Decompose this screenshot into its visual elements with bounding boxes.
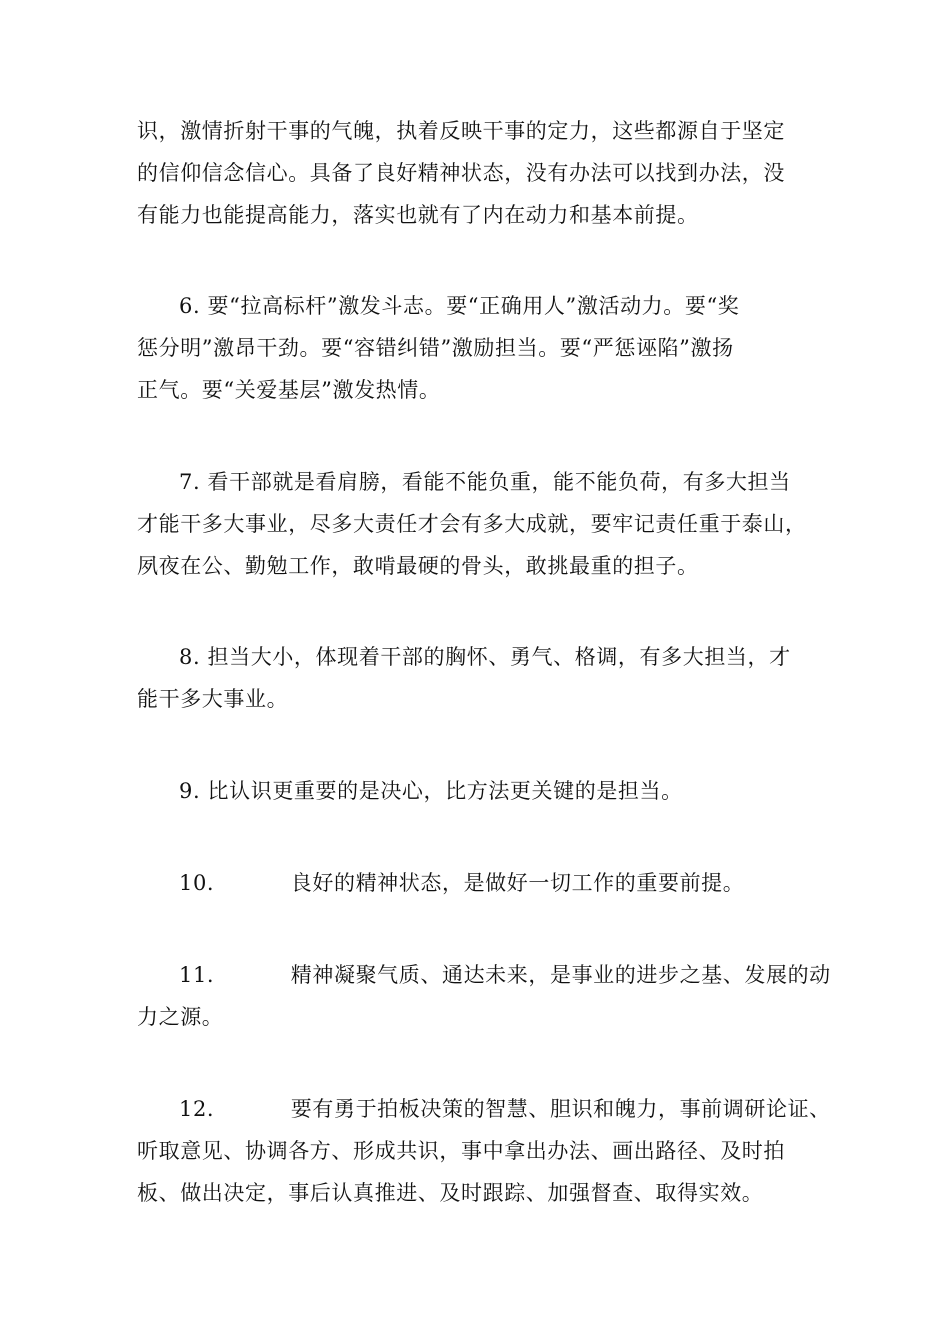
item-text: 看干部就是看肩膀，看能不能负重，能不能负荷，有多大担当 (207, 470, 791, 494)
item-number: 7. (179, 470, 201, 494)
paragraph-line (179, 636, 869, 678)
paragraph-line: 有能力也能提高能力，落实也就有了内在动力和基本前提。 (137, 203, 699, 227)
item-text: 精神凝聚气质、通达未来，是事业的进步之基、发展的动 (290, 963, 831, 987)
paragraph-line: 识，激情折射干事的气魄，执着反映干事的定力，这些都源自于坚定 (137, 119, 785, 143)
paragraph-line: 才能干多大事业，尽多大责任才会有多大成就，要牢记责任重于泰山， (137, 512, 807, 536)
paragraph-line (179, 954, 869, 996)
item-number: 10. (179, 871, 215, 895)
paragraph-line (179, 862, 869, 904)
paragraph-line (179, 1088, 869, 1130)
item-number: 6. (179, 294, 201, 318)
paragraph-line: 力之源。 (137, 1005, 224, 1029)
item-text: 良好的精神状态，是做好一切工作的重要前提。 (290, 871, 745, 895)
paragraph-line: 听取意见、协调各方、形成共识，事中拿出办法、画出路径、及时拍 (137, 1139, 785, 1163)
paragraph-line: 能干多大事业。 (137, 687, 289, 711)
paragraph-line (179, 770, 869, 812)
item-number: 8. (179, 645, 201, 669)
item-number: 9. (179, 779, 201, 803)
item-text: 比认识更重要的是决心，比方法更关键的是担当。 (207, 779, 683, 803)
item-number: 11. (179, 963, 215, 987)
paragraph-line: 正气。要“关爱基层”激发热情。 (137, 378, 441, 402)
paragraph-line: 板、做出决定，事后认真推进、及时跟踪、加强督查、取得实效。 (137, 1181, 764, 1205)
paragraph-line (179, 285, 869, 327)
paragraph-line: 惩分明”激昂干劲。要“容错纠错”激励担当。要“严惩诬陷”激扬 (137, 336, 734, 360)
item-text: 担当大小，体现着干部的胸怀、勇气、格调，有多大担当，才 (207, 645, 791, 669)
paragraph-line: 的信仰信念信心。具备了良好精神状态，没有办法可以找到办法，没 (137, 161, 785, 185)
item-text: 要“拉高标杆”激发斗志。要“正确用人”激活动力。要“奖 (207, 294, 740, 318)
item-number: 12. (179, 1097, 215, 1121)
paragraph-line: 夙夜在公、勤勉工作，敢啃最硬的骨头，敢挑最重的担子。 (137, 554, 699, 578)
item-text: 要有勇于拍板决策的智慧、胆识和魄力，事前调研论证、 (290, 1097, 831, 1121)
paragraph-line (179, 461, 869, 503)
